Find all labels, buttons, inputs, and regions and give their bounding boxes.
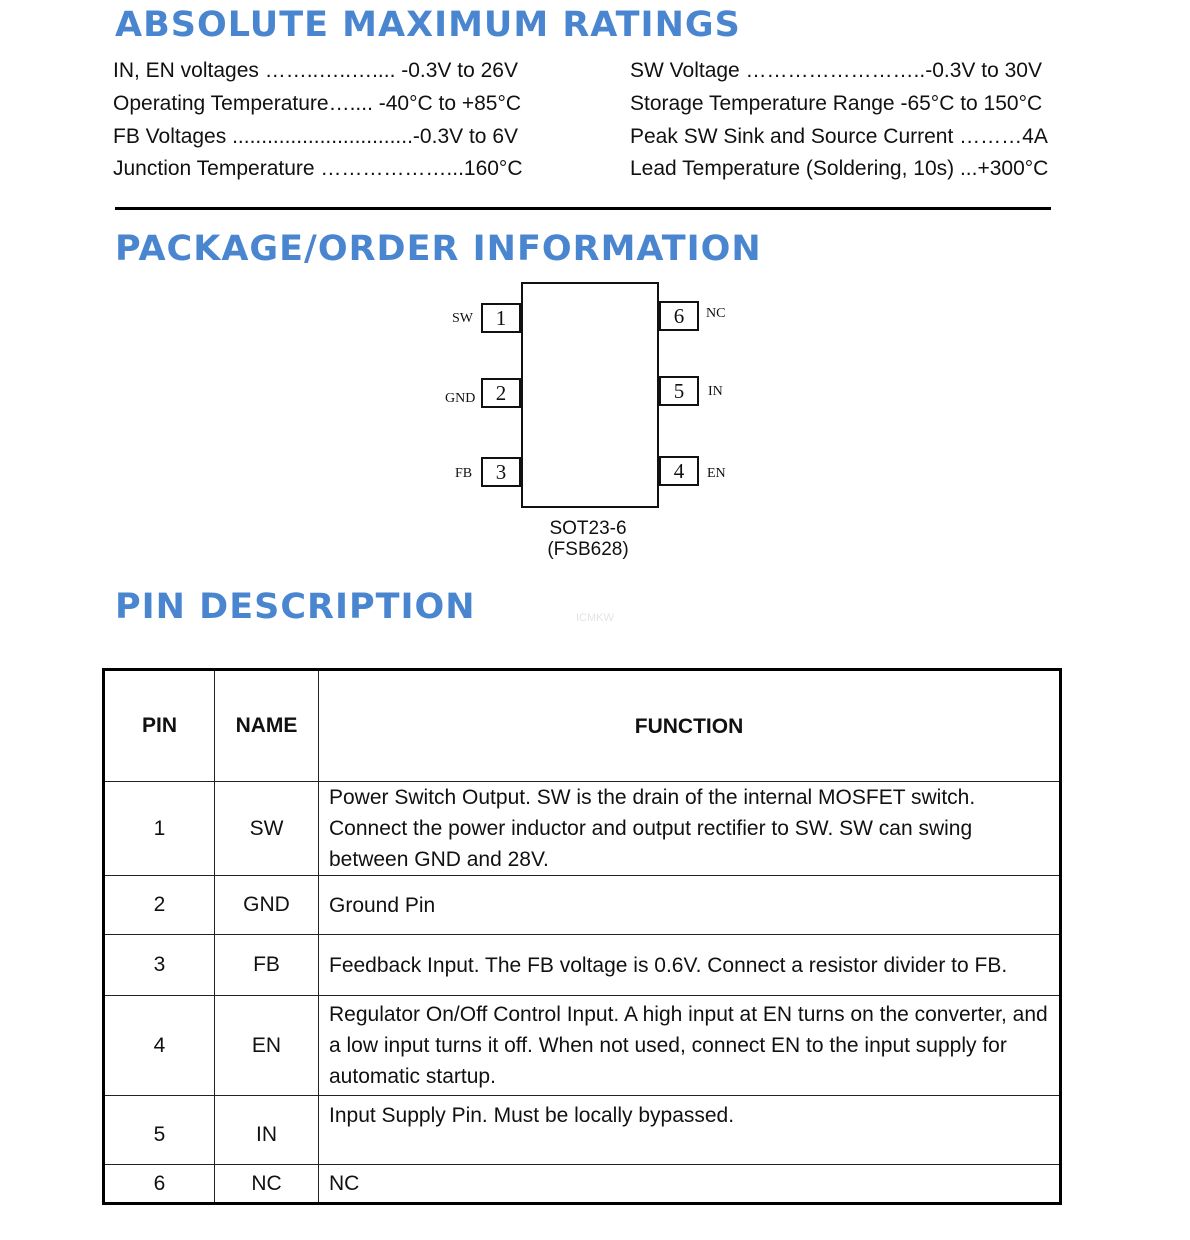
pin-number: 5 <box>104 1096 215 1165</box>
rating-sw-voltage: SW Voltage ……………………..-0.3V to 30V <box>630 59 1042 82</box>
pin-function: Input Supply Pin. Must be locally bypassed. <box>319 1096 1061 1165</box>
ratings-heading: ABSOLUTE MAXIMUM RATINGS <box>115 5 741 45</box>
rating-operating-temperature: Operating Temperature….... -40°C to +85°C <box>113 92 522 115</box>
pin-name: GND <box>215 876 319 935</box>
pin-description-table <box>102 668 1062 1205</box>
pin-3-label: FB <box>455 466 473 481</box>
pin-function: Ground Pin <box>319 876 1061 935</box>
pin-number: 2 <box>104 876 215 935</box>
table-row <box>104 1096 1061 1165</box>
pin-3-box: 3 <box>481 457 521 487</box>
pin-2-label: GND <box>445 391 476 406</box>
pin-2-box: 2 <box>481 378 521 408</box>
rating-fb-voltages: FB Voltages ...............................-0.3V to 6V <box>113 125 518 148</box>
pin-name: IN <box>215 1096 319 1165</box>
pin-function: NC <box>319 1165 1061 1204</box>
pin-name: SW <box>215 782 319 876</box>
pin-function: Regulator On/Off Control Input. A high input at EN turns on the converter, and a low input turns it off. When not used, connect EN to the input supply for automatic startup. <box>319 996 1061 1096</box>
table-row <box>104 996 1061 1096</box>
rating-peak-sw-current: Peak SW Sink and Source Current ………4A <box>630 125 1048 148</box>
table-row <box>104 782 1061 876</box>
pin-number: 1 <box>104 782 215 876</box>
table-row <box>104 1165 1061 1204</box>
pin-number: 3 <box>104 935 215 996</box>
pin-6-label: NC <box>706 306 726 321</box>
column-header-name: NAME <box>215 670 319 782</box>
pin-5-label: IN <box>708 384 723 399</box>
rating-lead-temperature: Lead Temperature (Soldering, 10s) ...+300°C <box>630 157 1049 180</box>
pin-1-label: SW <box>452 311 473 326</box>
ic-body <box>521 282 659 508</box>
rating-junction-temperature: Junction Temperature ………………...160°C <box>113 157 523 180</box>
watermark: ICMKW <box>576 612 614 624</box>
table-row <box>104 935 1061 996</box>
pin-function: Power Switch Output. SW is the drain of the internal MOSFET switch. Connect the power inductor and output rectifier to SW. SW can swing between GND and 28V. <box>319 782 1061 876</box>
section-divider <box>115 207 1051 210</box>
pin-name: FB <box>215 935 319 996</box>
package-name: SOT23-6 <box>549 518 627 539</box>
pin-function: Feedback Input. The FB voltage is 0.6V. Connect a resistor divider to FB. <box>319 935 1061 996</box>
pin-name: EN <box>215 996 319 1096</box>
column-header-pin: PIN <box>104 670 215 782</box>
pin-number: 6 <box>104 1165 215 1204</box>
package-heading: PACKAGE/ORDER INFORMATION <box>115 229 762 269</box>
pin-name: NC <box>215 1165 319 1204</box>
package-part-number: (FSB628) <box>547 539 629 560</box>
pin-description-heading: PIN DESCRIPTION <box>115 587 476 627</box>
pin-5-box: 5 <box>659 376 699 406</box>
pin-number: 4 <box>104 996 215 1096</box>
pin-6-box: 6 <box>659 301 699 331</box>
table-row <box>104 876 1061 935</box>
table-header-row <box>104 670 1061 782</box>
pin-4-label: EN <box>707 466 726 481</box>
rating-storage-temperature: Storage Temperature Range -65°C to 150°C <box>630 92 1043 115</box>
column-header-function: FUNCTION <box>319 670 1061 782</box>
pin-1-box: 1 <box>481 303 521 333</box>
rating-in-en-voltages: IN, EN voltages ……..…..….... -0.3V to 26V <box>113 59 518 82</box>
pin-4-box: 4 <box>659 456 699 486</box>
